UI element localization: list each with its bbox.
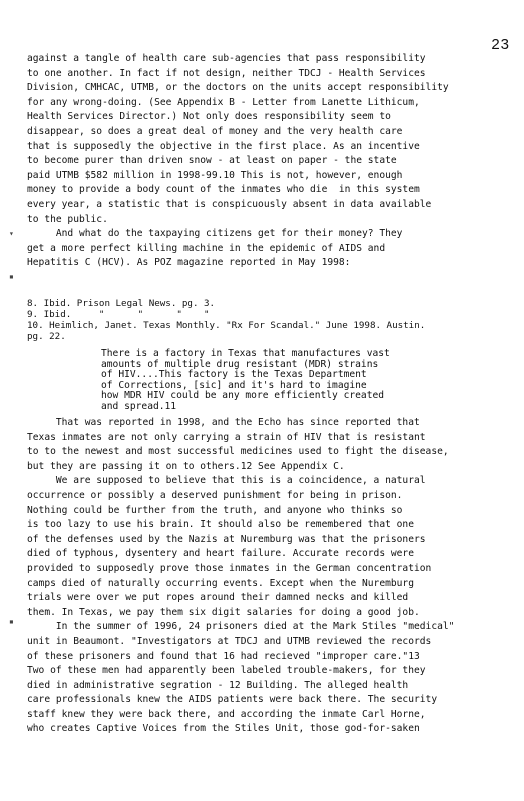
paragraph-2: That was reported in 1998, and the Echo has since reported that Texas inmates are not only carrying a strain of HIV that is resistant to to the newest and most successful medicines used to fight the disease, but they are passing it on to others.12 See Appendix C. We are supposed to believe that this is a coincidence, a natural occurrence or possibly a deserved punishment for being in prison. Nothing could be further from the truth, and anyone who thinks so is too lazy to use his brain. It should also be remembered that one of the defenses used by the Nazis at Nuremburg was that the prisoners died of typhous, dysentery and heart failure. Accurate records were provided to supposedly prove those inmates in the German concentration camps died of naturally occurring events. Except when the Nuremburg trials were over we put ropes around their damned necks and killed them. In Texas, we pay them six digit salaries for doing a good job. In the summer of 1996, 24 prisoners died at the Mark Stiles "medical" unit in Beaumont. "Investigators at TDCJ and UTMB reviewed the records of these prisoners and found that 16 had recieved "improper care."13 Two of these men had apparently been labeled trouble-makers, for they died in administrative segration - 12 Building. The alleged health care professionals knew the AIDS patients were back there. The security staff knew they were back there, and according the inmate Carl Horne, who creates Captive Voices from the Stiles Unit, those god-for-saken — [27, 417, 455, 735]
margin-mark: ▪ — [9, 272, 14, 281]
paragraph-1: against a tangle of health care sub-agencies that pass responsibility to one another. In fact if not design, neither TDCJ - Health Services Division, CMHCAC, UTMB, or the doctors on the units accept responsibility for any wrong-doing. (See Appendix B - Letter from Lanette Lithicum, Health Services Director.) Not only does responsibility seem to disappear, so does a great deal of money and the very health care that is supposedly the objective in the first place. As an incentive to become purer than driven snow - at least on paper - the state paid UTMB $582 million in 1998-99.10 This is not, however, enough money to provide a body count of the inmates who die in this system every year, a statistic that is conspicuously absent in data available to the public. And what do the taxpaying citizens get for their money? They get a more perfect killing machine in the epidemic of AIDS and Hepatitis C (HCV). As POZ magazine reported in May 1998: — [27, 53, 449, 269]
block-quote: There is a factory in Texas that manufactures vast amounts of multiple drug resistant (MDR) strains of HIV....This factory is the Texas Department of Corrections, [sic] and it's hard to imagine how MDR HIV could be any more efficiently created and spread.11 — [101, 348, 390, 412]
footnotes: 8. Ibid. Prison Legal News. pg. 3. 9. Ibid. " " " " 10. Heimlich, Janet. Texas Monthly. "Rx For Scandal." June 1998. Austin. pg. 22. — [27, 298, 426, 342]
margin-mark: ▪ — [9, 617, 14, 626]
page-number: 23 — [491, 36, 510, 53]
margin-mark: ▾ — [9, 229, 14, 238]
